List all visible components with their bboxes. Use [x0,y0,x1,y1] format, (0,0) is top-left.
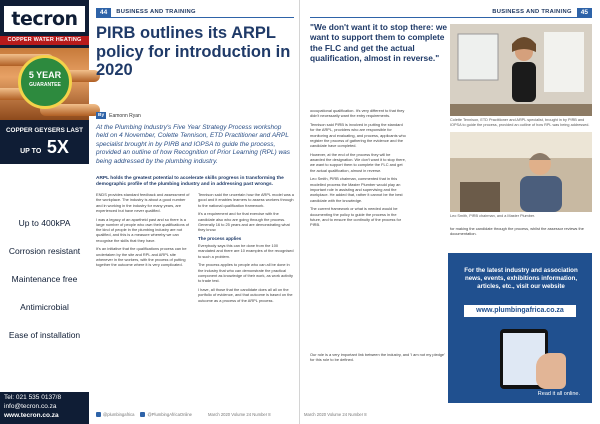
ad-bullet: Up to 400kPA [18,218,71,228]
website-advert[interactable] [448,253,592,403]
speaker-image [450,132,592,212]
paragraph: The process applies to people who can all be done in the industry that who can demonstrate the practical component as knowledge of their work, as work activity to trade test. [198,262,293,284]
ad-website[interactable]: www.tecron.co.za [4,412,59,419]
badge-year: 5 YEAR [28,70,62,80]
page-number: 45 [577,8,592,17]
geyser-top-text: COPPER GEYSERS LAST [6,127,83,134]
facebook-icon[interactable] [96,412,101,417]
paragraph: Tennison said PIRB is involved in putting the standard for the ARPL, providers who are responsible for monitoring and evaluating, and process, applicants who register the process of gathering the evidence and the candidate have completed. [310,121,406,149]
geyser-claim [4,123,85,163]
ad-email[interactable]: info@tecron.co.za [4,403,57,410]
photo-caption: Leo Smith, PIRB chairman, and a Master Plumber. [450,214,536,218]
page-footer [90,410,271,418]
subheading: The process applies [198,235,242,241]
header-rule [96,17,294,18]
right-page [300,0,600,424]
guarantee-badge [18,55,72,109]
hand-image [536,353,566,389]
ad-bullet: Maintenance free [11,274,78,284]
geyser-up-to: UP TO [20,148,42,155]
page-header [492,7,592,17]
geyser-multiplier: 5X [46,137,69,157]
header-rule [310,17,592,18]
footer-social[interactable]: @PlumbingAfricaOnline [147,411,193,417]
paragraph: I have, all those that the candidate does all all on the portfolio of evidence, and that outcome is based on the outcome as a process of the ARPL process. [198,287,293,303]
paragraph: ENDS provides standard feedback and assessment of the workplace. The industry is about a good number and in working in the industry for many years, are experienced but have never qualified. [96,192,190,213]
article-lead: ARPL holds the greatest potential to accelerate skills progress in transforming the demographic profile of the plumbing industry and in addressing past wrongs. [96,176,284,188]
section-title: BUSINESS AND TRAINING [492,9,572,15]
section-title: BUSINESS AND TRAINING [116,9,196,15]
paragraph: It's a requirement and for that exercise with the candidate also who are going through the process. Generally 16 to 25 years and are demonstrating what they know. [198,211,290,233]
footer-social[interactable]: @plumbingafrica [103,411,135,417]
footer-issue: March 2020 Volume 24 Number 8 [304,411,367,417]
advert-text: For the latest industry and association news, events, exhibitions information, articles, etc., visit our website [464,267,578,290]
byline-tag: By [98,113,105,118]
photo-speaker [450,132,592,212]
ad-bullet-list [0,164,89,392]
article-headline: PIRB outlines its ARPL policy for introduction in 2020 [96,24,291,79]
paragraph: for making the candidate through the process, whilst the assessor reviews the documentation. [450,226,584,237]
page-footer [304,410,367,418]
paragraph: It's an initiative that the qualifications process can be undertaken by the site and RPL and ARPL site whenever in the workers, with the process of putting together the outcome where it is very complicated. [96,246,187,268]
photo-presenter [450,24,592,116]
tecron-advert[interactable] [0,0,89,424]
paragraph: However, at the end of the process they will be awarded the designation. We don't want it to stop there, we want to support them to complete the FLC and get the actual qualification, almost in reverse. [310,151,406,173]
paragraph: Leo Smith, PIRB chairman, commented that in this modelled process the Master Plumber would play an important role in assisting and supervising and the workplace. He added that, rather it cannot be the best candidate with the knowledge. [310,176,403,203]
page-number: 44 [96,8,111,17]
author-name: Eamonn Ryan [109,112,141,119]
body-column-1 [310,108,406,231]
article-intro: At the Plumbing Industry's Five Year Strategy Process workshop held on 4 November, Colette Tennison, ETD Practitioner and ARPL specialist brought in by PIRB and IOPSA to guide the process, provided an outline of how Recognition of Prior Learning (RPL) was being addressed by the plumbing industry. [96,124,291,165]
byline [96,112,216,119]
page-header [96,7,196,17]
presenter-image [450,24,592,116]
twitter-icon[interactable] [140,412,145,417]
ad-bullet: Corrosion resistant [8,246,81,256]
paragraph: The current framework or what is needed would be documenting the policy to guide the process in the future, and to ensure the continuity of the process for PIRB. [310,206,402,228]
advert-cta: Read it all online. [537,391,580,397]
ad-bullet: Antimicrobial [20,302,69,312]
paragraph: Everybody says this can be done from the 100 mandated and there are 10 examples of the recognised to such a problem. [198,243,294,259]
pull-quote: "We don't want it to stop there: we want to support them to complete the FLC and get the actual qualification, almost in reverse." [310,22,448,64]
footer-issue: March 2020 Volume 24 Number 8 [208,411,271,417]
body-column-3 [450,226,592,240]
ad-tagline: COPPER WATER HEATING [0,36,89,45]
paragraph: occupational qualification. It's very different to that they didn't necessarily want the entry requirements. [310,108,405,119]
badge-text: GUARANTEE [29,82,61,88]
body-column-1 [96,192,192,271]
body-column-2 [310,352,446,366]
photo-caption: Colette Tennison, ETD Practitioner and ARPL specialist, brought in by PIRB and IOPSA to guide the process, provided an outline of how RPL was being addressed. [450,118,590,127]
body-column-2 [198,192,294,306]
ad-contact [0,392,89,424]
tecron-logo: tecron [4,6,85,32]
paragraph: Tennison said the uncertain how the ARPL model was a good and it enables learners to assess workers through to the national qualification framework. [198,192,294,208]
paragraph: Our role is a very important link between the industry, and 'I am not my pledge' for this role to be defined. [310,352,445,363]
ad-phone[interactable]: Tel: 021 535 0137/8 [4,394,62,401]
paragraph: I was a legacy of an apartheid past and so there is a large number of people who own their qualifications of the kind of people in the plumbing industry are not qualified, and this is a measure whereby we can recognise the skills that they have. [96,216,189,243]
advert-url[interactable]: www.plumbingafrica.co.za [464,305,576,317]
ad-bullet: Ease of installation [8,330,81,340]
